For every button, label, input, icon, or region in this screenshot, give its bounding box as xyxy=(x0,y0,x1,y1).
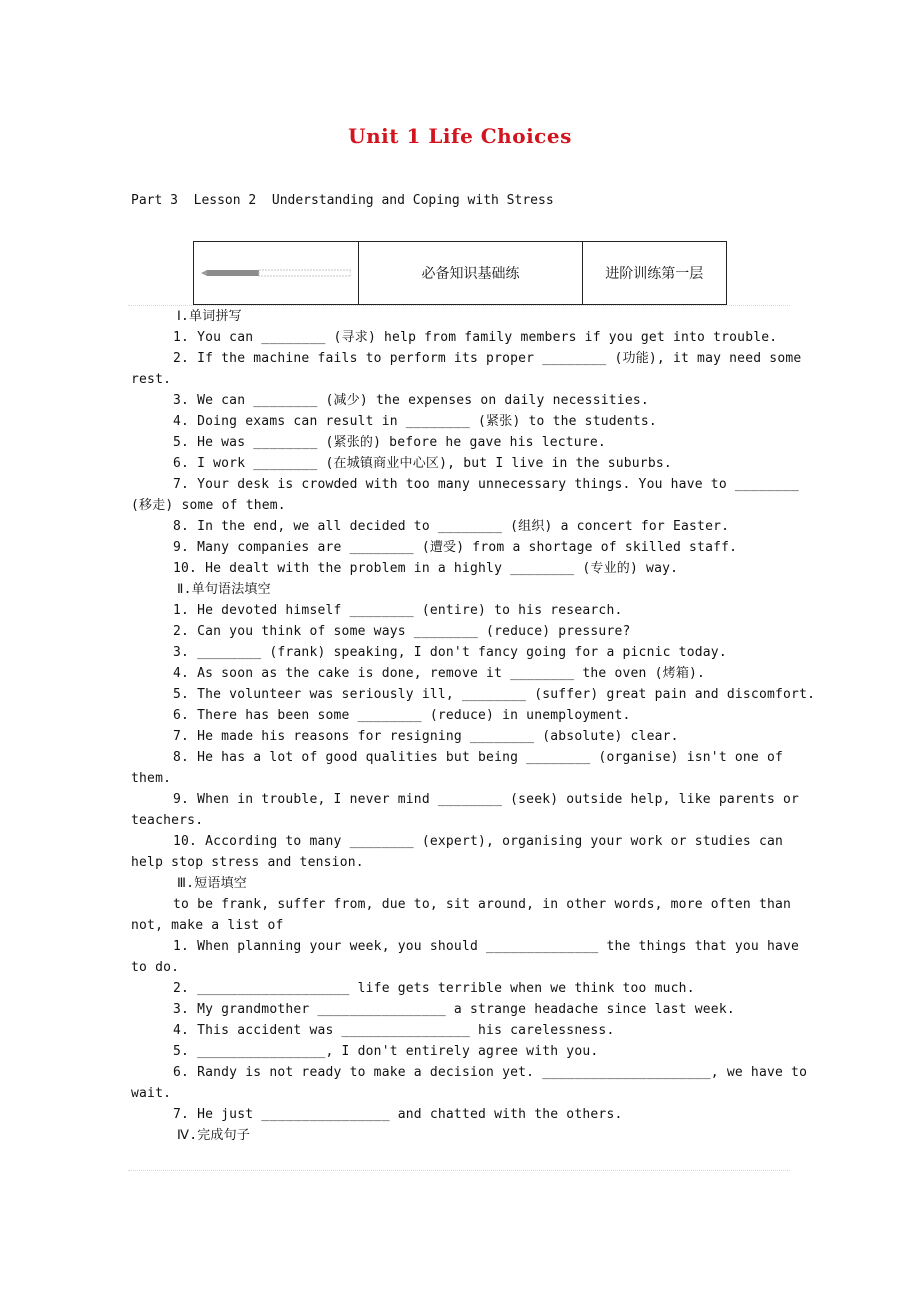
practice-level-table xyxy=(193,241,727,305)
document-title: Unit 1 Life Choices xyxy=(348,124,572,148)
section-heading: Ⅳ.完成句子 xyxy=(177,1128,251,1143)
exercise-item: 7. He made his reasons for resigning ________ (absolute) clear. xyxy=(173,729,679,744)
exercise-item: 7. Your desk is crowded with too many unnecessary things. You have to ________ (移走) some of them. xyxy=(131,477,800,513)
exercise-item: 5. ________________, I don't entirely agree with you. xyxy=(173,1044,599,1059)
exercise-item: 2. If the machine fails to perform its proper ________ (功能), it may need some rest. xyxy=(131,351,802,387)
exercise-item: 9. When in trouble, I never mind ________ (seek) outside help, like parents or teachers. xyxy=(131,792,800,828)
exercise-item: 8. He has a lot of good qualities but being ________ (organise) isn't one of them. xyxy=(131,750,784,786)
exercise-item: 5. The volunteer was seriously ill, ________ (suffer) great pain and discomfort. xyxy=(173,687,816,702)
exercise-item: 1. When planning your week, you should ______________ the things that you have to do. xyxy=(131,939,800,975)
pencil-icon xyxy=(201,269,351,277)
table-cell-advanced-level: 进阶训练第一层 xyxy=(605,266,704,282)
exercise-item: 4. Doing exams can result in ________ (紧张) to the students. xyxy=(173,414,657,429)
exercise-item: 4. This accident was ________________ his carelessness. xyxy=(173,1023,615,1038)
exercise-item: 3. My grandmother ________________ a strange headache since last week. xyxy=(173,1002,735,1017)
exercise-item: 4. As soon as the cake is done, remove it ________ the oven (烤箱). xyxy=(173,666,706,681)
exercise-item: 6. There has been some ________ (reduce) in unemployment. xyxy=(173,708,631,723)
table-cell-icon xyxy=(194,242,359,304)
phrase-word-bank: to be frank, suffer from, due to, sit around, in other words, more often than not, make a list of xyxy=(131,897,792,933)
lesson-subtitle: Part 3 Lesson 2 Understanding and Coping with Stress xyxy=(131,193,554,208)
exercise-item: 10. According to many ________ (expert), organising your work or studies can help stop stress and tension. xyxy=(131,834,784,870)
exercise-item: 3. ________ (frank) speaking, I don't fancy going for a picnic today. xyxy=(173,645,727,660)
section-heading: Ⅰ.单词拼写 xyxy=(177,309,242,324)
exercise-item: 1. You can ________ (寻求) help from family members if you get into trouble. xyxy=(173,330,778,345)
exercise-item: 7. He just ________________ and chatted with the others. xyxy=(173,1107,623,1122)
exercise-item: 8. In the end, we all decided to ________ (组织) a concert for Easter. xyxy=(173,519,730,534)
exercise-item: 10. He dealt with the problem in a highly ________ (专业的) way. xyxy=(173,561,679,576)
exercise-item: 5. He was ________ (紧张的) before he gave his lecture. xyxy=(173,435,606,450)
exercise-item: 2. Can you think of some ways ________ (reduce) pressure? xyxy=(173,624,631,639)
exercise-item: 6. I work ________ (在城镇商业中心区), but I live in the suburbs. xyxy=(173,456,672,471)
exercise-item: 2. ___________________ life gets terrible when we think too much. xyxy=(173,981,695,996)
exercise-item: 9. Many companies are ________ (遭受) from a shortage of skilled staff. xyxy=(173,540,738,555)
section-heading: Ⅱ.单句语法填空 xyxy=(177,582,271,597)
exercise-content xyxy=(131,306,817,1146)
exercise-item: 6. Randy is not ready to make a decision yet. _____________________, we have to wait. xyxy=(131,1065,808,1101)
exercise-item: 3. We can ________ (减少) the expenses on daily necessities. xyxy=(173,393,649,408)
exercise-item: 1. He devoted himself ________ (entire) to his research. xyxy=(173,603,623,618)
table-cell-basic-practice: 必备知识基础练 xyxy=(359,242,582,304)
section-heading: Ⅲ.短语填空 xyxy=(177,876,247,891)
